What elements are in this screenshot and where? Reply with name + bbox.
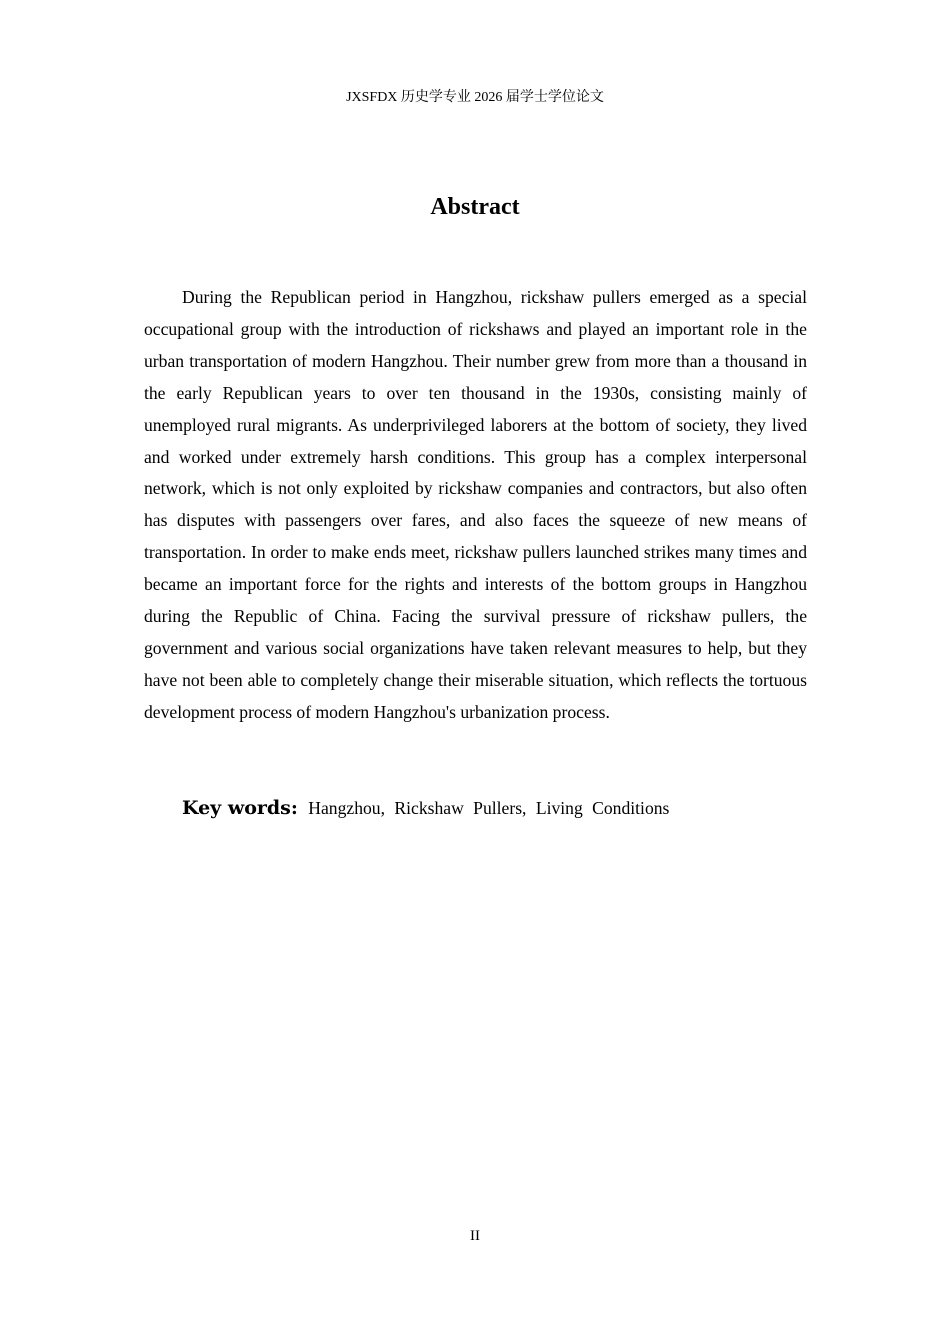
keywords-label: Key words: (182, 797, 298, 819)
abstract-body: During the Republican period in Hangzhou, rickshaw pullers emerged as a special occupational group with the introduction of rickshaws and played an important role in the urban transportation of modern Hangzhou. Their number grew from more than a thousand in the early Republican years to over ten thousand in the 1930s, consisting mainly of unemployed rural migrants. As underprivileged laborers at the bottom of society, they lived and worked under extremely harsh conditions. This group has a complex interpersonal network, which is not only exploited by rickshaw companies and contractors, but also often has disputes with passengers over fares, and also faces the squeeze of new means of transportation. In order to make ends meet, rickshaw pullers launched strikes many times and became an important force for the rights and interests of the bottom groups in Hangzhou during the Republic of China. Facing the survival pressure of rickshaw pullers, the government and various social organizations have taken relevant measures to help, but they have not been able to completely change their miserable situation, which reflects the tortuous development process of modern Hangzhou's urbanization process. (144, 287, 807, 722)
keywords-line (182, 793, 807, 823)
abstract-title: Abstract (430, 194, 520, 220)
running-header: JXSFDX 历史学专业 2026 届学士学位论文 (346, 90, 604, 105)
page-number: II (470, 1228, 480, 1244)
keywords-value: Hangzhou, Rickshaw Pullers, Living Conditions (308, 798, 670, 818)
